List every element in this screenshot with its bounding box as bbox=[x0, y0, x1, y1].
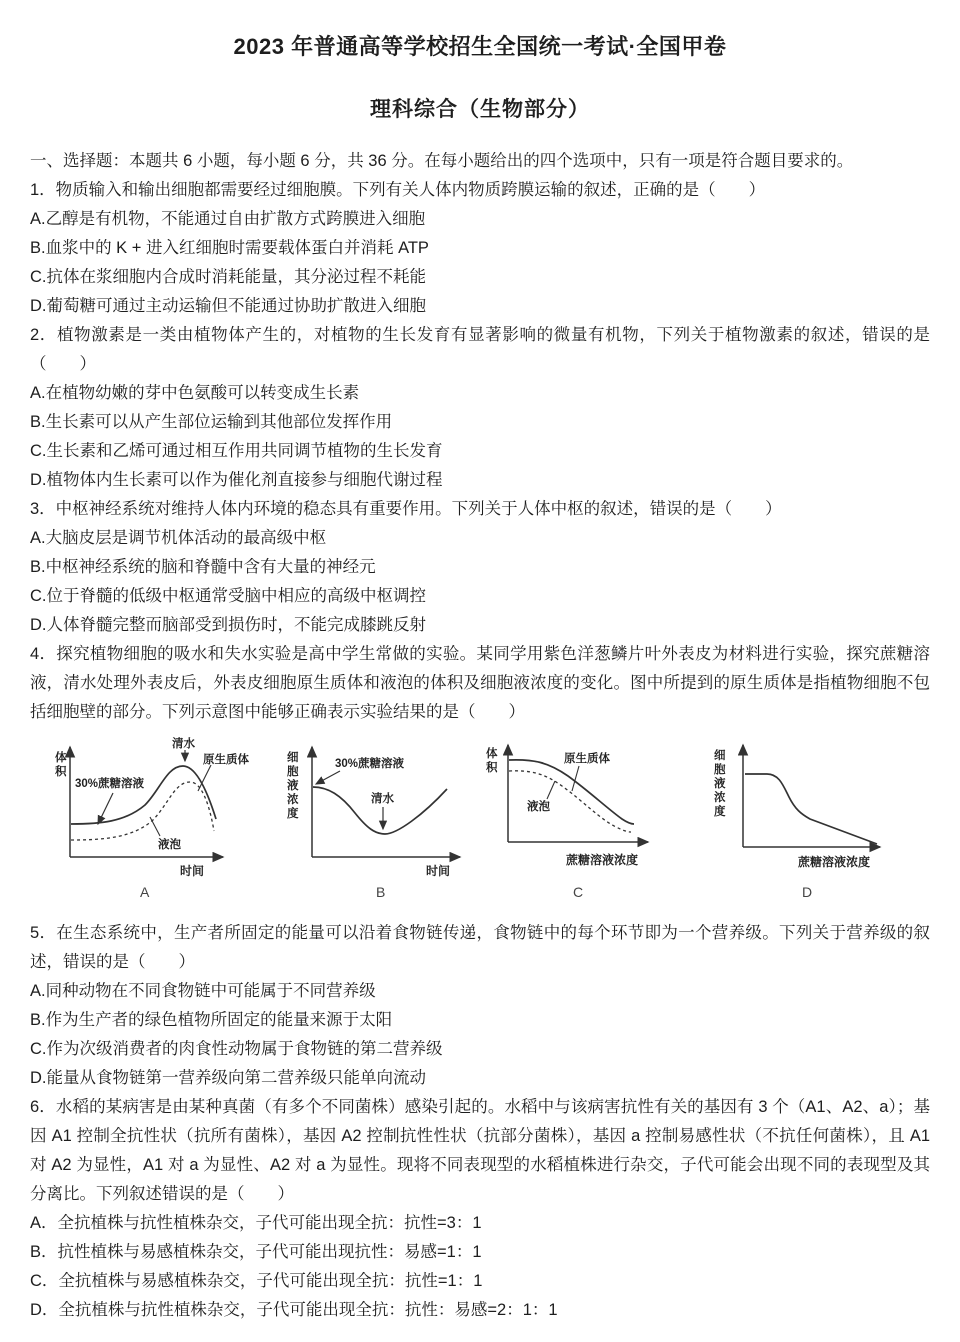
q6-stem: 6．水稻的某病害是由某种真菌（有多个不同菌株）感染引起的。水稻中与该病害抗性有关的基因有 3 个（A1、A2、a）；基因 A1 控制全抗性状（抗所有菌株），基因 A2 控制抗性性状（抗部分菌株），基因 a 控制易感性状（不抗任何菌株），且 A1 对 A2 为显性，A1 对 a 为显性、A2 对 a 为显性。现将不同表现型的水稻植株进行杂交，子代可能会出现不同的表现型及其分离比。下列叙述错误的是（ ） bbox=[30, 1098, 930, 1203]
panel-b-x-axis-label: 时间 bbox=[426, 864, 451, 878]
cell-sap-concentration-curve bbox=[745, 774, 877, 844]
panel-c-y-axis-label: 体积 bbox=[486, 748, 498, 775]
panel-d-y-axis-label: 细胞液浓度 bbox=[714, 750, 726, 819]
q6-option-b: B．抗性植株与易感植株杂交，子代可能出现抗性：易感=1：1 bbox=[30, 1243, 482, 1261]
figure-panel-d bbox=[690, 735, 890, 915]
q6-option-c: C．全抗植株与易感植株杂交，子代可能出现全抗：抗性=1：1 bbox=[30, 1272, 483, 1290]
question-1 bbox=[30, 176, 930, 321]
panel-d-letter: D bbox=[802, 884, 813, 900]
sucrose-pointer-arrow bbox=[316, 771, 340, 784]
panel-c-vacuole-label: 液泡 bbox=[527, 801, 550, 813]
panel-d-x-axis-label: 蔗糖溶液浓度 bbox=[798, 855, 871, 869]
panel-a-water-label: 清水 bbox=[172, 738, 195, 750]
q5-option-d: D.能量从食物链第一营养级向第二营养级只能单向流动 bbox=[30, 1069, 426, 1087]
panel-c-protoplast-label: 原生质体 bbox=[564, 753, 610, 765]
q6-option-a: A．全抗植株与抗性植株杂交，子代可能出现全抗：抗性=3：1 bbox=[30, 1214, 482, 1232]
panel-b-y-axis-label: 细胞液浓度 bbox=[287, 752, 299, 821]
protoplast-volume-curve bbox=[509, 760, 634, 824]
figure-panel-a bbox=[45, 735, 283, 915]
panel-a-sucrose-label: 30%蔗糖溶液 bbox=[75, 778, 145, 790]
panel-b-sucrose-label: 30%蔗糖溶液 bbox=[335, 758, 405, 770]
q1-option-d: D.葡萄糖可通过主动运输但不能通过协助扩散进入细胞 bbox=[30, 297, 426, 315]
q2-option-b: B.生长素可以从产生部位运输到其他部位发挥作用 bbox=[30, 413, 393, 431]
q1-option-c: C.抗体在浆细胞内合成时消耗能量，其分泌过程不耗能 bbox=[30, 268, 426, 286]
q5-option-b: B.作为生产者的绿色植物所固定的能量来源于太阳 bbox=[30, 1011, 393, 1029]
q3-option-d: D.人体脊髓完整而脑部受到损伤时，不能完成膝跳反射 bbox=[30, 616, 426, 634]
question-3 bbox=[30, 495, 930, 640]
question-5 bbox=[30, 919, 930, 1093]
q3-option-c: C.位于脊髓的低级中枢通常受脑中相应的高级中枢调控 bbox=[30, 587, 426, 605]
paper-subtitle: 理科综合（生物部分） bbox=[370, 98, 590, 121]
panel-a-x-axis-label: 时间 bbox=[180, 864, 205, 878]
vacuole-leader-line bbox=[547, 781, 555, 799]
panel-b-water-label: 清水 bbox=[371, 793, 394, 805]
panel-a-y-axis-label: 体积 bbox=[55, 752, 67, 779]
panel-c-x-axis-label: 蔗糖溶液浓度 bbox=[566, 853, 639, 867]
figure-panel-b bbox=[283, 735, 478, 915]
q4-stem: 4．探究植物细胞的吸水和失水实验是高中学生常做的实验。某同学用紫色洋葱鳞片叶外表皮为材料进行实验，探究蔗糖溶液，清水处理外表皮后，外表皮细胞原生质体和液泡的体积及细胞液浓度的变化。图中所提到的原生质体是指植物细胞不包括细胞壁的部分。下列示意图中能够正确表示实验结果的是（ ） bbox=[30, 645, 930, 721]
protoplast-leader-line bbox=[572, 766, 579, 791]
q5-stem: 5．在生态系统中，生产者所固定的能量可以沿着食物链传递，食物链中的每个环节即为一个营养级。下列关于营养级的叙述，错误的是（ ） bbox=[30, 924, 930, 971]
q1-option-b: B.血浆中的 K + 进入红细胞时需要载体蛋白并消耗 ATP bbox=[30, 239, 429, 257]
question-4-figure bbox=[30, 735, 930, 915]
q3-option-b: B.中枢神经系统的脑和脊髓中含有大量的神经元 bbox=[30, 558, 376, 576]
section-intro: 一、选择题：本题共 6 小题，每小题 6 分，共 36 分。在每小题给出的四个选项中，只有一项是符合题目要求的。 bbox=[30, 152, 854, 170]
figure-panel-c bbox=[478, 735, 690, 915]
panel-a-protoplast-label: 原生质体 bbox=[203, 754, 249, 766]
panel-c-letter: C bbox=[573, 884, 584, 900]
q2-option-d: D.植物体内生长素可以作为催化剂直接参与细胞代谢过程 bbox=[30, 471, 443, 489]
q5-option-c: C.作为次级消费者的肉食性动物属于食物链的第二营养级 bbox=[30, 1040, 443, 1058]
sucrose-pointer-arrow bbox=[98, 793, 113, 824]
panel-a-letter: A bbox=[140, 884, 150, 900]
panel-b-letter: B bbox=[376, 884, 386, 900]
q5-option-a: A.同种动物在不同食物链中可能属于不同营养级 bbox=[30, 982, 376, 1000]
q1-option-a: A.乙醇是有机物，不能通过自由扩散方式跨膜进入细胞 bbox=[30, 210, 426, 228]
question-2 bbox=[30, 321, 930, 495]
q2-option-c: C.生长素和乙烯可通过相互作用共同调节植物的生长发育 bbox=[30, 442, 443, 460]
question-4 bbox=[30, 640, 930, 727]
vacuole-leader-line bbox=[150, 817, 160, 836]
paper-title: 2023 年普通高等学校招生全国统一考试·全国甲卷 bbox=[233, 34, 727, 59]
panel-a-vacuole-label: 液泡 bbox=[158, 839, 181, 851]
question-6 bbox=[30, 1093, 930, 1325]
q2-option-a: A.在植物幼嫩的芽中色氨酸可以转变成生长素 bbox=[30, 384, 360, 402]
q6-option-d: D．全抗植株与抗性植株杂交，子代可能出现全抗：抗性：易感=2：1：1 bbox=[30, 1301, 558, 1319]
q2-stem: 2．植物激素是一类由植物体产生的，对植物的生长发育有显著影响的微量有机物，下列关于植物激素的叙述，错误的是（ ） bbox=[30, 326, 930, 373]
q1-stem: 1．物质输入和输出细胞都需要经过细胞膜。下列有关人体内物质跨膜运输的叙述，正确的是（ ） bbox=[30, 181, 766, 199]
q3-stem: 3．中枢神经系统对维持人体内环境的稳态具有重要作用。下列关于人体中枢的叙述，错误的是（ ） bbox=[30, 500, 782, 518]
q3-option-a: A.大脑皮层是调节机体活动的最高级中枢 bbox=[30, 529, 327, 547]
